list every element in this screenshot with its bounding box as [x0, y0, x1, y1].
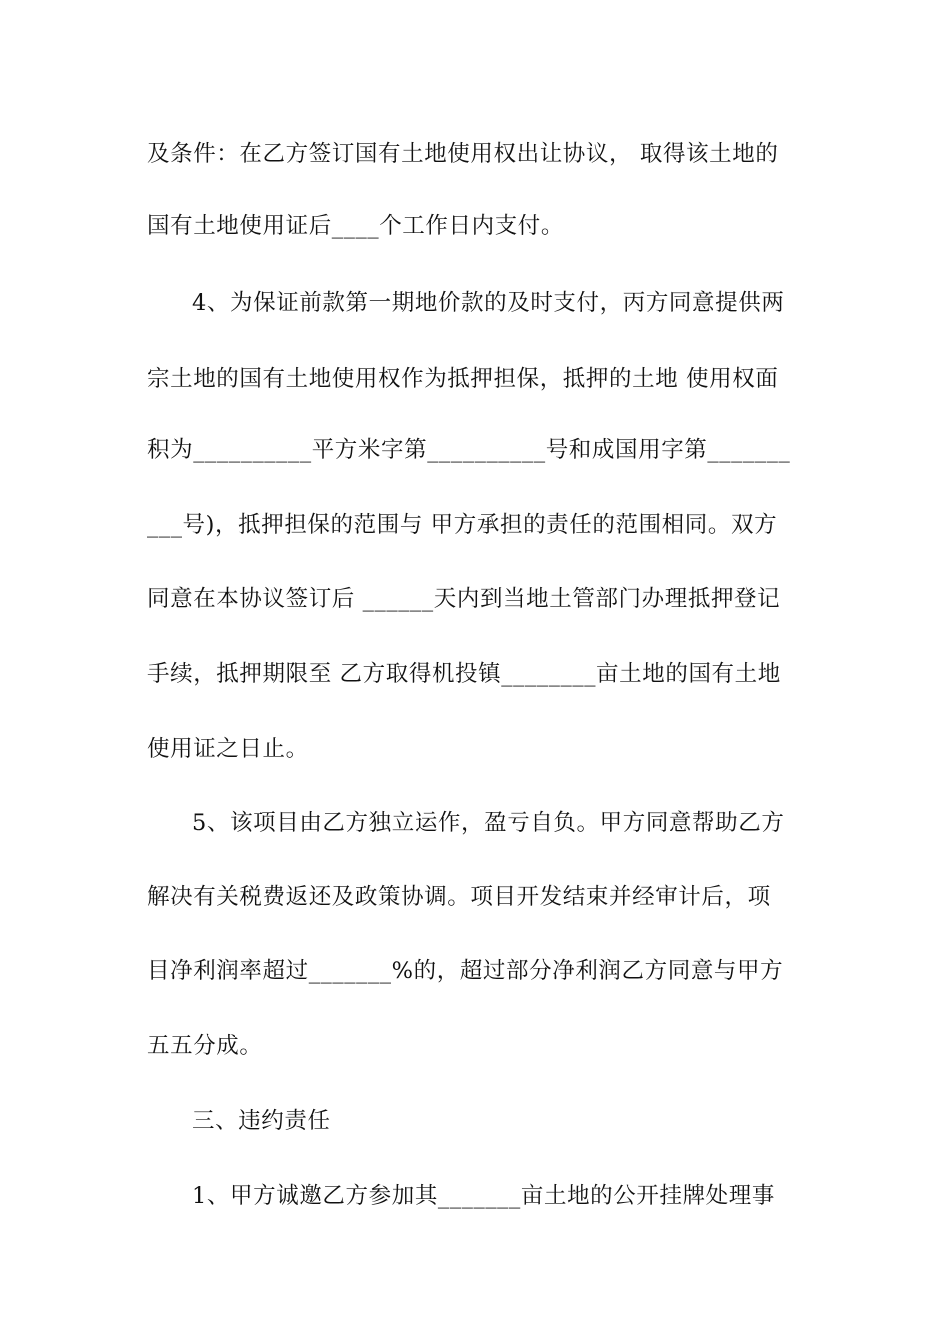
text-line-5: 积为__________平方米字第__________号和成国用字第_______ — [147, 437, 791, 463]
text-line-8: 手续，抵押期限至 乙方取得机投镇________亩土地的国有土地 — [147, 661, 781, 687]
text-line-7: 同意在本协议签订后 ______天内到当地土管部门办理抵押登记 — [147, 586, 781, 612]
text-line-3: 4、为保证前款第一期地价款的及时支付，丙方同意提供两 — [192, 290, 785, 316]
text-line-2: 国有土地使用证后____个工作日内支付。 — [147, 213, 565, 239]
text-line-12: 目净利润率超过_______%的，超过部分净利润乙方同意与甲方 — [147, 958, 784, 984]
text-line-13: 五五分成。 — [147, 1033, 263, 1059]
text-line-15: 1、甲方诚邀乙方参加其_______亩土地的公开挂牌处理事 — [192, 1183, 775, 1209]
section-heading-breach: 三、违约责任 — [192, 1108, 331, 1134]
text-line-4: 宗土地的国有土地使用权作为抵押担保，抵押的土地 使用权面 — [147, 366, 779, 392]
text-line-6: ___号)，抵押担保的范围与 甲方承担的责任的范围相同。双方 — [147, 512, 778, 538]
text-line-9: 使用证之日止。 — [147, 736, 309, 762]
text-line-10: 5、该项目由乙方独立运作，盈亏自负。甲方同意帮助乙方 — [192, 810, 785, 836]
text-line-11: 解决有关税费返还及政策协调。项目开发结束并经审计后，项 — [147, 884, 771, 910]
text-line-1: 及条件：在乙方签订国有土地使用权出让协议， 取得该土地的 — [147, 141, 779, 167]
